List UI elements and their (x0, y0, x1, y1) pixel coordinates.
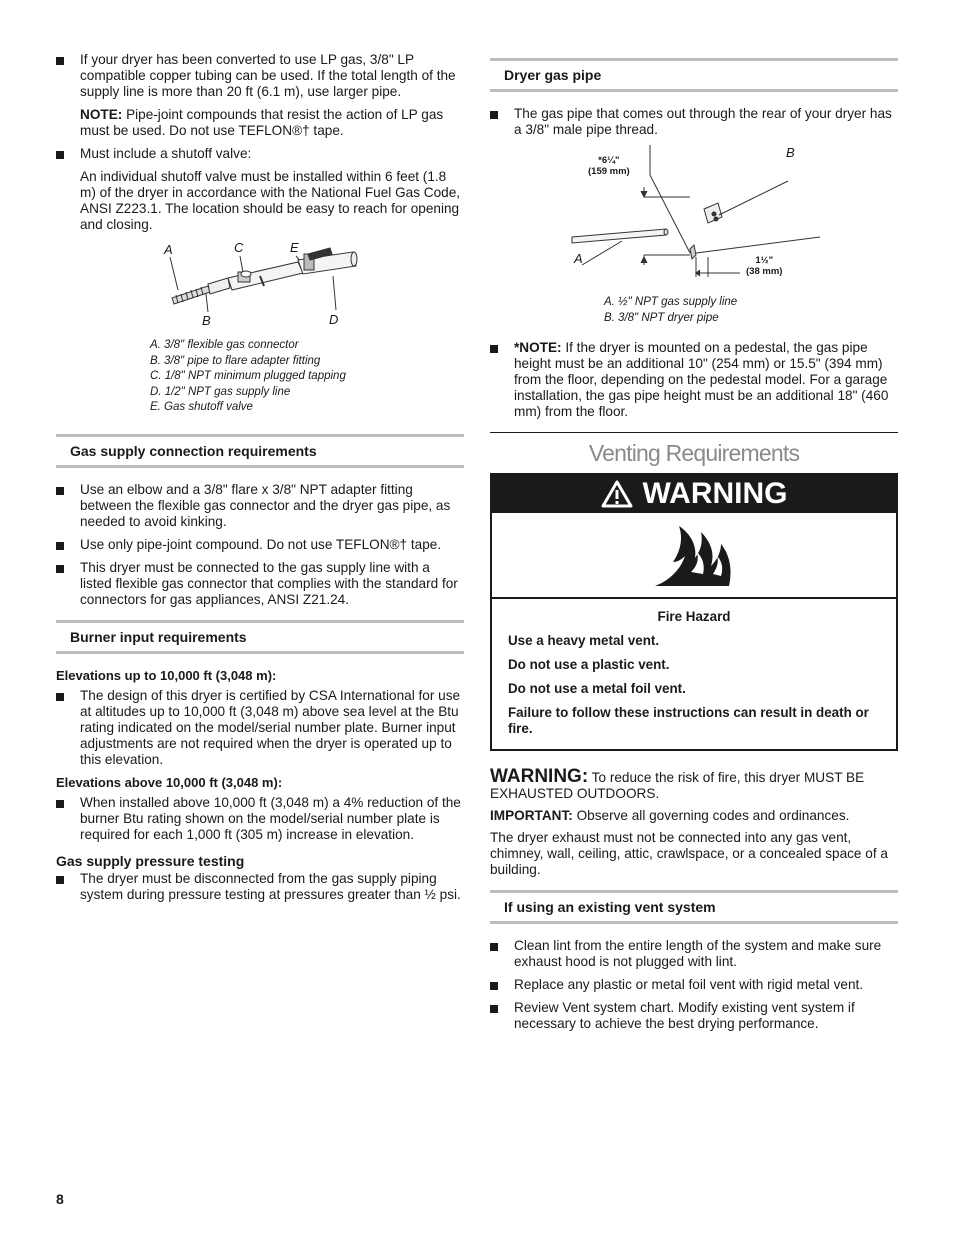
warning-line: Do not use a metal foil vent. (508, 681, 686, 696)
gas-supply-item: Use only pipe-joint compound. Do not use TEFLON®† tape. (56, 537, 464, 553)
fig2-legend-a: A. ½" NPT gas supply line (604, 296, 738, 308)
fig2-legend-b: B. 3/8" NPT dryer pipe (604, 311, 719, 324)
lp-gas-bullet: If your dryer has been converted to use LP gas, 3/8" LP compatible copper tubing can be used. If the total length of the supply line is more than 20 ft (6.1 m), use larger pipe. (56, 52, 464, 100)
fig1-label-a: A (164, 242, 173, 257)
fig2-dim-height-metric: (159 mm) (588, 166, 630, 177)
right-column (490, 58, 898, 1039)
fig1-legend (150, 338, 464, 416)
gas-supply-item: This dryer must be connected to the gas supply line with a listed flexible gas connector that complies with the standard for connectors for gas appliances, ANSI Z21.24. (56, 560, 464, 608)
fig1-legend-e: E. Gas shutoff valve (150, 401, 253, 413)
fig2-label-b: B (786, 145, 795, 160)
fig2-dim-height-value: *6¼" (598, 155, 620, 166)
existing-vent-item: Replace any plastic or metal foil vent with rigid metal vent. (490, 977, 898, 993)
section-divider (490, 432, 898, 433)
gas-supply-item: Use an elbow and a 3/8" flare x 3/8" NPT adapter fitting between the flexible gas connector and the dryer gas pipe, as needed to avoid kinking. (56, 482, 464, 530)
warning-statement (490, 766, 898, 802)
dryer-gas-pipe-drawing (490, 145, 898, 295)
warning-label: WARNING: (490, 766, 589, 787)
elevation-above-heading: Elevations above 10,000 ft (3,048 m): (56, 774, 283, 790)
existing-vent-item: Review Vent system chart. Modify existing vent system if necessary to achieve the best drying performance. (490, 1000, 898, 1032)
pressure-testing-heading: Gas supply pressure testing (56, 852, 245, 869)
warning-line: Failure to follow these instructions can result in death or fire. (508, 705, 869, 736)
fig1-label-e: E (290, 240, 299, 255)
fig2-legend (604, 295, 898, 326)
fig2-dim-offset-value: 1½" (755, 255, 774, 266)
fire-hazard-label: Fire Hazard (657, 609, 731, 624)
fig1-label-b: B (202, 313, 211, 328)
shutoff-text: An individual shutoff valve must be installed within 6 feet (1.8 m) of the dryer in accordance with the National Fuel Gas Code, ANSI Z223.1. The location should be easy to reach for opening and closing. (80, 169, 461, 232)
section-dryer-gas-pipe: Dryer gas pipe (490, 58, 898, 92)
fig1-label-d: D (329, 312, 339, 327)
shutoff-valve-drawing (148, 240, 448, 336)
venting-requirements-title: Venting Requirements (588, 440, 800, 466)
fig2-label-a: A (574, 251, 583, 266)
fig1-label-c: C (234, 240, 244, 255)
warning-header (492, 475, 896, 513)
shutoff-bullet: Must include a shutoff valve: (56, 146, 464, 162)
section-existing-vent: If using an existing vent system (490, 890, 898, 924)
dryer-pipe-text: The gas pipe that comes out through the rear of your dryer has a 3/8" male pipe thread. (490, 106, 898, 138)
pedestal-note-text: If the dryer is mounted on a pedestal, the gas pipe height must be an additional 10" (254 mm) or 15.5" (394 mm) from the floor, depending on the pedestal model. For a garage installation, the gas pipe height must be an additional 18" (460 mm) from the floor. (514, 340, 889, 419)
warning-text (492, 599, 896, 749)
lp-note (56, 107, 464, 139)
fig1-legend-b: B. 3/8" pipe to flare adapter fitting (150, 354, 321, 367)
pressure-testing-text: The dryer must be disconnected from the gas supply piping system during pressure testing at pressures greater than ½ psi. (56, 871, 464, 903)
elevation-up-text: The design of this dryer is certified by CSA International for use at altitudes up to 10,000 ft (3,048 m) above sea level at the Btu rating indicated on the model/serial number plate. Burner input adjustments are not required when the dryer is operated up to this elevation. (56, 688, 464, 768)
warning-statement-text: To reduce the risk of fire, this dryer MUST BE EXHAUSTED OUTDOORS. (490, 770, 865, 801)
pedestal-note-label: *NOTE: (514, 340, 562, 355)
page-number: 8 (56, 1191, 64, 1207)
fig1-legend-a: A. 3/8" flexible gas connector (150, 339, 299, 351)
elevation-above-text: When installed above 10,000 ft (3,048 m) a 4% reduction of the burner Btu rating shown on the model/serial number plate is required for each 1,000 ft (305 m) increase in elevation. (56, 795, 464, 843)
fire-icon (651, 520, 737, 590)
warning-box (490, 473, 898, 751)
important-statement (490, 808, 898, 824)
fig1-legend-c: C. 1/8" NPT minimum plugged tapping (150, 370, 346, 382)
important-label: IMPORTANT: (490, 808, 573, 823)
note-text: Pipe-joint compounds that resist the action of LP gas must be used. Do not use TEFLON®† tape. (80, 107, 444, 138)
section-gas-supply-connection: Gas supply connection requirements (56, 434, 464, 468)
existing-vent-item: Clean lint from the entire length of the system and make sure exhaust hood is not plugged with lint. (490, 938, 898, 970)
warning-header-text: WARNING (642, 477, 788, 510)
warning-triangle-icon (601, 480, 633, 508)
warning-line: Use a heavy metal vent. (508, 633, 660, 648)
important-text: Observe all governing codes and ordinances. (572, 808, 850, 823)
note-label: NOTE: (80, 107, 123, 122)
dryer-gas-pipe-figure (490, 145, 898, 295)
fig2-dim-offset-metric: (38 mm) (746, 266, 783, 277)
fig1-legend-d: D. 1/2" NPT gas supply line (150, 385, 291, 398)
section-burner-input: Burner input requirements (56, 620, 464, 654)
fire-hazard-icon-panel (492, 513, 896, 599)
pedestal-note (490, 340, 898, 420)
warning-line: Do not use a plastic vent. (508, 657, 670, 672)
left-column (56, 52, 464, 910)
elevation-up-heading: Elevations up to 10,000 ft (3,048 m): (56, 667, 277, 683)
exhaust-text: The dryer exhaust must not be connected into any gas vent, chimney, wall, ceiling, attic, crawlspace, or a concealed space of a building. (490, 830, 888, 877)
shutoff-valve-figure (148, 240, 448, 336)
